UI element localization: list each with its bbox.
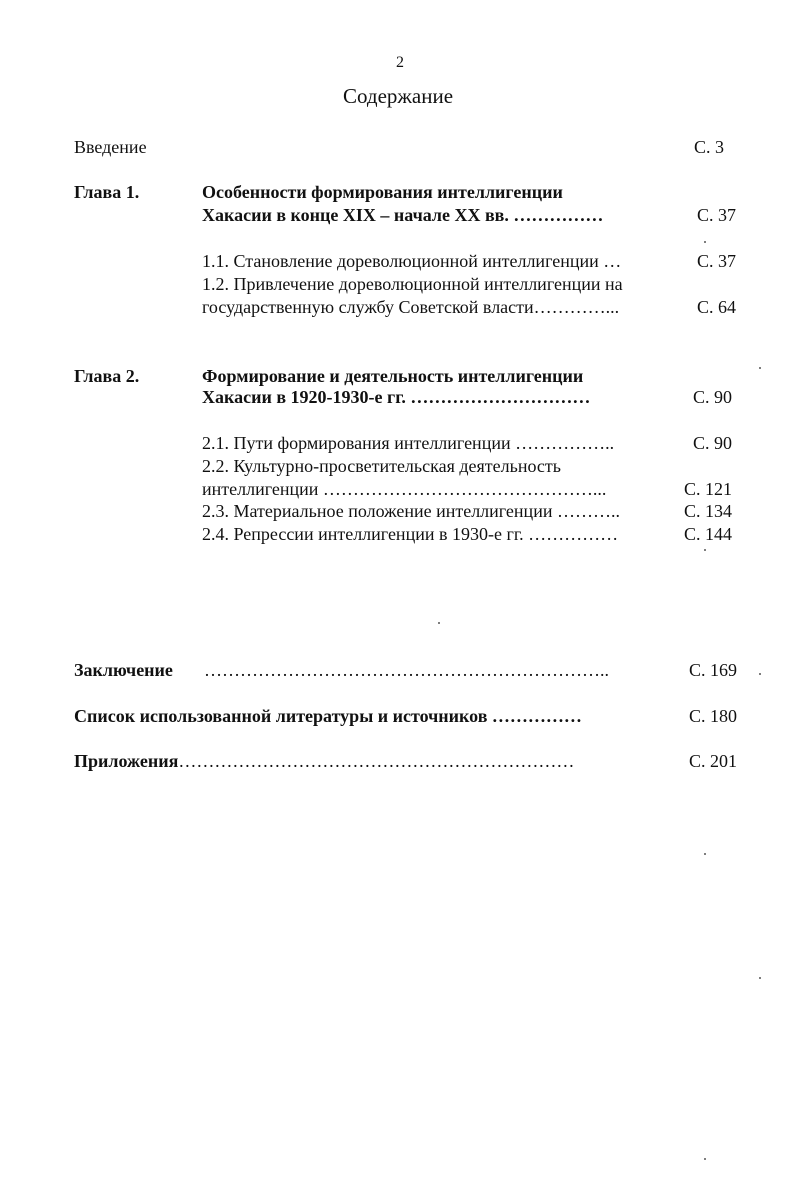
section-1-1-page: С. 37 (697, 251, 737, 271)
section-2-2-line1: 2.2. Культурно-просветительская деятельность (202, 456, 561, 476)
section-2-2-page: С. 121 (684, 479, 733, 499)
intro-label: Введение (74, 137, 147, 157)
scan-speck (759, 673, 761, 675)
section-2-1: 2.1. Пути формирования интеллигенции …………….. (202, 433, 615, 453)
section-1-1: 1.1. Становление дореволюционной интеллигенции … (202, 251, 622, 271)
section-2-1-page: С. 90 (693, 433, 733, 453)
scan-speck (704, 853, 706, 855)
appendices-page: С. 201 (689, 751, 738, 771)
scan-speck (759, 977, 761, 979)
scan-speck (704, 549, 706, 551)
section-1-2-page: С. 64 (697, 297, 737, 317)
section-2-2-line2: интеллигенции ………………………………………... (202, 479, 607, 499)
page-title: Содержание (343, 84, 454, 108)
chapter1-title-line1: Особенности формирования интеллигенции (202, 182, 563, 202)
section-2-4-page: С. 144 (684, 524, 733, 544)
chapter2-page: С. 90 (693, 387, 733, 407)
chapter1-label: Глава 1. (74, 182, 140, 202)
bibliography-label: Список использованной литературы и источников …………… (74, 706, 582, 726)
scan-speck (704, 241, 706, 243)
chapter1-title-line2: Хакасии в конце XIX – начале XX вв. …………… (202, 205, 604, 225)
conclusion-leader: ………………………………………………………….. (204, 660, 609, 680)
chapter2-title-line2: Хакасии в 1920-1930-е гг. ………………………… (202, 387, 591, 407)
section-2-4: 2.4. Репрессии интеллигенции в 1930-е гг. …………… (202, 524, 619, 544)
appendices-row: Приложения………………………………………………………… (74, 751, 575, 771)
conclusion-label: Заключение (74, 660, 173, 680)
conclusion-page: С. 169 (689, 660, 738, 680)
section-2-3: 2.3. Материальное положение интеллигенции ……….. (202, 501, 620, 521)
intro-page: С. 3 (694, 137, 725, 157)
section-1-2-line1: 1.2. Привлечение дореволюционной интеллигенции на (202, 274, 623, 294)
scan-speck (704, 1158, 706, 1160)
chapter2-title-line1: Формирование и деятельность интеллигенции (202, 366, 584, 386)
section-2-3-page: С. 134 (684, 501, 733, 521)
chapter2-label: Глава 2. (74, 366, 140, 386)
bibliography-page: С. 180 (689, 706, 738, 726)
chapter1-page: С. 37 (697, 205, 737, 225)
section-1-2-line2: государственную службу Советской власти…………... (202, 297, 620, 317)
scan-speck (759, 367, 761, 369)
page-number: 2 (396, 54, 404, 71)
scan-speck (438, 622, 440, 624)
